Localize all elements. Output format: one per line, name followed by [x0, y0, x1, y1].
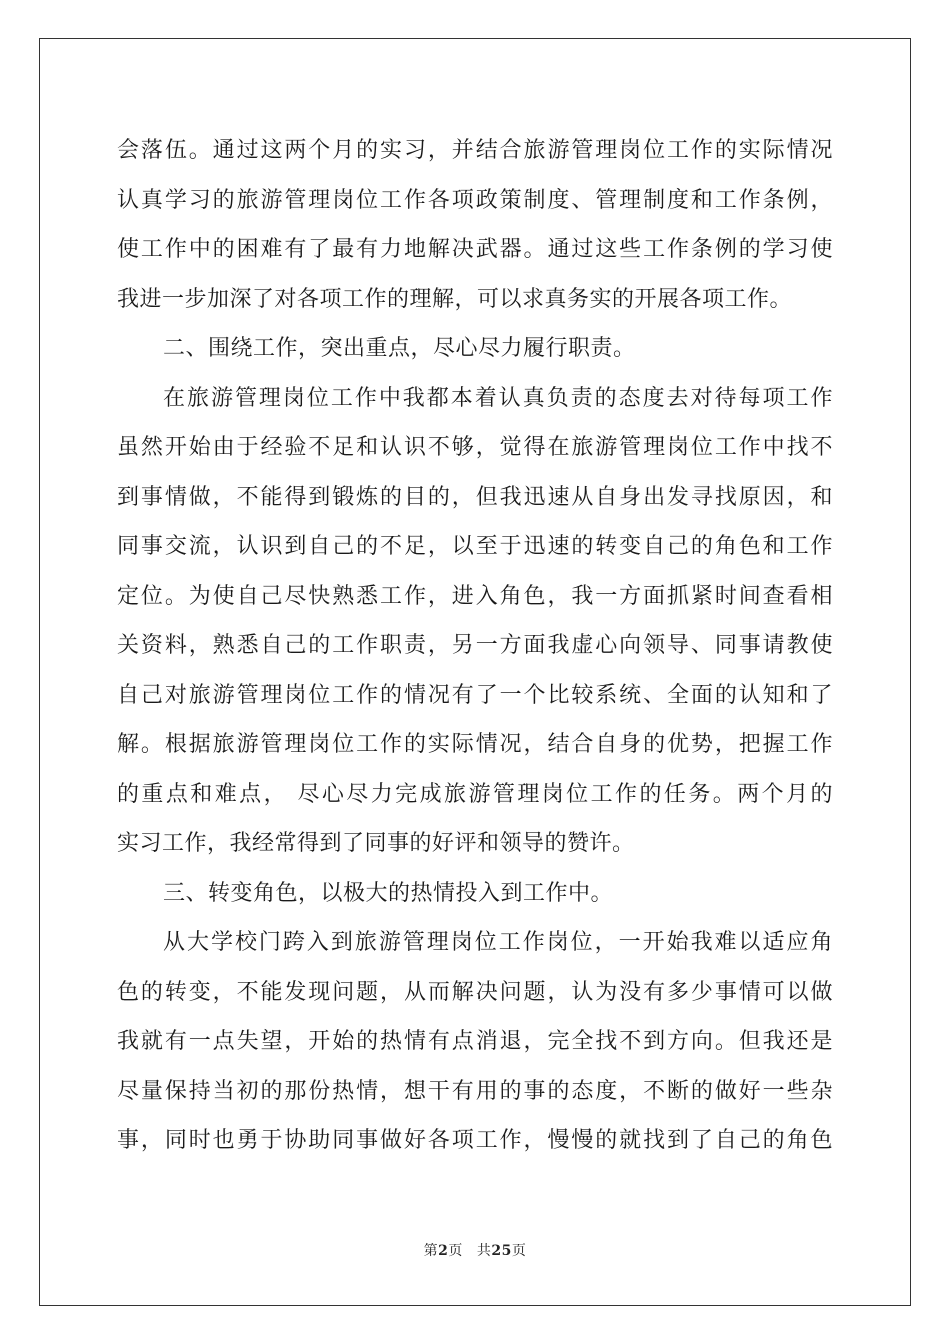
text-line: 我就有一点失望，开始的热情有点消退，完全找不到方向。但我还是: [117, 1029, 833, 1054]
section-heading: 二、围绕工作，突出重点，尽心尽力履行职责。: [163, 336, 636, 361]
page-suffix: 页: [448, 1243, 463, 1259]
text-line: 会落伍。通过这两个月的实习，并结合旅游管理岗位工作的实际情况: [117, 138, 833, 163]
text-line: 的重点和难点， 尽心尽力完成旅游管理岗位工作的任务。两个月的: [117, 781, 833, 807]
text-line: 在旅游管理岗位工作中我都本着认真负责的态度去对待每项工作: [163, 385, 833, 411]
text-line: 到事情做，不能得到锻炼的目的，但我迅速从自身出发寻找原因，和: [117, 484, 833, 510]
text-line: 虽然开始由于经验不足和认识不够，觉得在旅游管理岗位工作中找不: [117, 435, 833, 460]
text-line: 使工作中的困难有了最有力地解决武器。通过这些工作条例的学习使: [117, 237, 833, 262]
text-line: 从大学校门跨入到旅游管理岗位工作岗位，一开始我难以适应角: [163, 930, 833, 955]
text-line: 关资料，熟悉自己的工作职责，另一方面我虚心向领导、同事请教使: [117, 633, 833, 658]
text-line: 我进一步加深了对各项工作的理解，可以求真务实的开展各项工作。: [117, 286, 793, 312]
text-line: 认真学习的旅游管理岗位工作各项政策制度、管理制度和工作条例，: [117, 187, 833, 213]
document-body: [117, 126, 833, 1166]
text-line: 解。根据旅游管理岗位工作的实际情况，结合自身的优势，把握工作: [117, 732, 833, 757]
text-line: 同事交流，认识到自己的不足，以至于迅速的转变自己的角色和工作: [117, 534, 833, 559]
page-footer: [0, 1240, 950, 1260]
text-line: 实习工作，我经常得到了同事的好评和领导的赞许。: [117, 831, 635, 856]
text-line: 定位。为使自己尽快熟悉工作，进入角色，我一方面抓紧时间查看相: [117, 583, 833, 609]
text-line: 尽量保持当初的那份热情，想干有用的事的态度，不断的做好一些杂: [117, 1078, 833, 1104]
text-line: 事，同时也勇于协助同事做好各项工作，慢慢的就找到了自己的角色: [117, 1128, 833, 1153]
total-pages: 25: [491, 1243, 512, 1259]
text-line: 自己对旅游管理岗位工作的情况有了一个比较系统、全面的认知和了: [117, 682, 833, 708]
section-heading: 三、转变角色，以极大的热情投入到工作中。: [163, 880, 614, 906]
total-suffix: 页: [511, 1243, 527, 1259]
page-number: 2: [438, 1243, 449, 1259]
page-prefix: 第: [423, 1243, 439, 1259]
total-prefix: 共: [476, 1243, 492, 1259]
text-line: 色的转变，不能发现问题，从而解决问题，认为没有多少事情可以做: [117, 979, 833, 1005]
